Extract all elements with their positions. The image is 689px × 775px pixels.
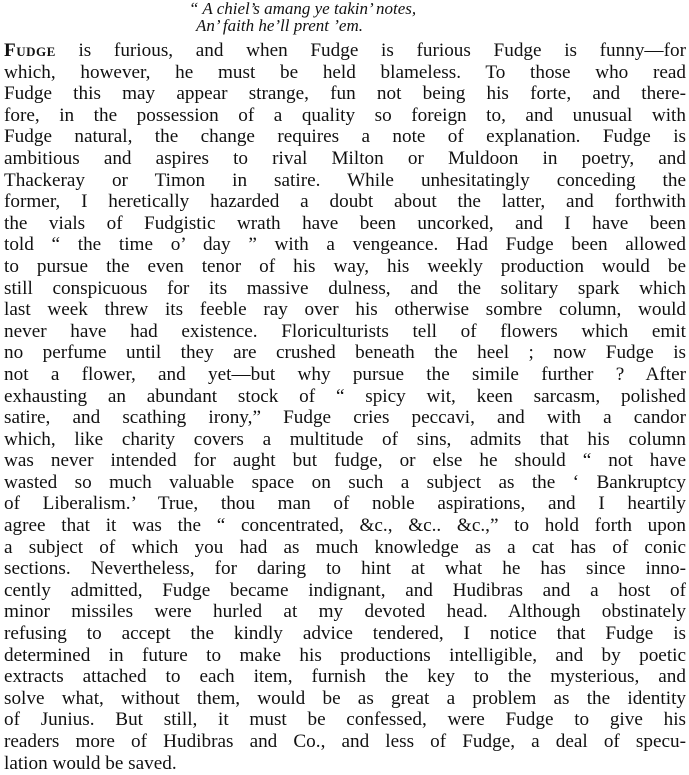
article-body <box>4 40 686 774</box>
article-line: of Junius. But still, it must be confessed, were Fudge to give his <box>4 709 686 731</box>
article-line: was never intended for aught but fudge, or else he should “ not have <box>4 450 686 472</box>
article-line: Fudge is furious, and when Fudge is furious Fudge is funny—for <box>4 40 686 61</box>
article-line: Thackeray or Timon in satire. While unhesitatingly conceding the <box>4 169 686 191</box>
lead-word: Fudge <box>4 40 56 61</box>
article-line: to pursue the even tenor of his way, his weekly production would be <box>4 255 686 277</box>
epigraph-quote <box>189 0 686 34</box>
article-line: Fudge natural, the change requires a note of explanation. Fudge is <box>4 126 686 148</box>
article-line: still conspicuous for its massive dulness, and the solitary spark which <box>4 277 686 299</box>
article-line: not a flower, and yet—but why pursue the simile further ? After <box>4 363 686 385</box>
article-line: cently admitted, Fudge became indignant, and Hudibras and a host of <box>4 579 686 601</box>
article-line: solve what, without them, would be as great a problem as the identity <box>4 687 686 709</box>
article-line: agree that it was the “ concentrated, &c., &c.. &c.,” to hold forth upon <box>4 515 686 537</box>
article-line: of Liberalism.’ True, thou man of noble aspirations, and I heartily <box>4 493 686 515</box>
article-line: lation would be saved. <box>4 752 177 774</box>
article-line: extracts attached to each item, furnish the key to the mysterious, and <box>4 666 686 688</box>
article-line: told “ the time o’ day ” with a vengeance. Had Fudge been allowed <box>4 234 686 256</box>
article-line: wasted so much valuable space on such a subject as the ‘ Bankruptcy <box>4 471 686 493</box>
article-line: satire, and scathing irony,” Fudge cries peccavi, and with a candor <box>4 407 686 429</box>
epigraph-line-1: “ A chiel’s amang ye takin’ notes, <box>189 0 417 18</box>
article-line: Fudge this may appear strange, fun not being his forte, and there- <box>4 83 686 105</box>
article-line: which, like charity covers a multitude of sins, admits that his column <box>4 428 686 450</box>
article-line: last week threw its feeble ray over his otherwise sombre column, would <box>4 299 686 321</box>
article-line: former, I heretically hazarded a doubt about the latter, and forthwith <box>4 191 686 213</box>
article-line: readers more of Hudibras and Co., and less of Fudge, a deal of specu- <box>4 731 686 752</box>
article-line: fore, in the possession of a quality so foreign to, and unusual with <box>4 104 686 126</box>
article-line: ambitious and aspires to rival Milton or Muldoon in poetry, and <box>4 147 686 169</box>
article-line: refusing to accept the kindly advice tendered, I notice that Fudge is <box>4 623 686 645</box>
article-line: which, however, he must be held blameless. To those who read <box>4 61 686 83</box>
article-line: no perfume until they are crushed beneath the heel ; now Fudge is <box>4 342 686 364</box>
article-line: the vials of Fudgistic wrath have been uncorked, and I have been <box>4 212 686 234</box>
article-line: never have had existence. Floriculturists tell of flowers which emit <box>4 320 686 342</box>
article-line: exhausting an abundant stock of “ spicy wit, keen sarcasm, polished <box>4 385 686 407</box>
article-line: a subject of which you had as much knowledge as a cat has of conic <box>4 536 686 558</box>
article-line: determined in future to make his productions intelligible, and by poetic <box>4 644 686 666</box>
article-line: sections. Nevertheless, for daring to hint at what he has since inno- <box>4 558 686 580</box>
epigraph-line-2: An’ faith he’ll prent ’em. <box>196 16 363 35</box>
article-line: minor missiles were hurled at my devoted head. Although obstinately <box>4 601 686 623</box>
